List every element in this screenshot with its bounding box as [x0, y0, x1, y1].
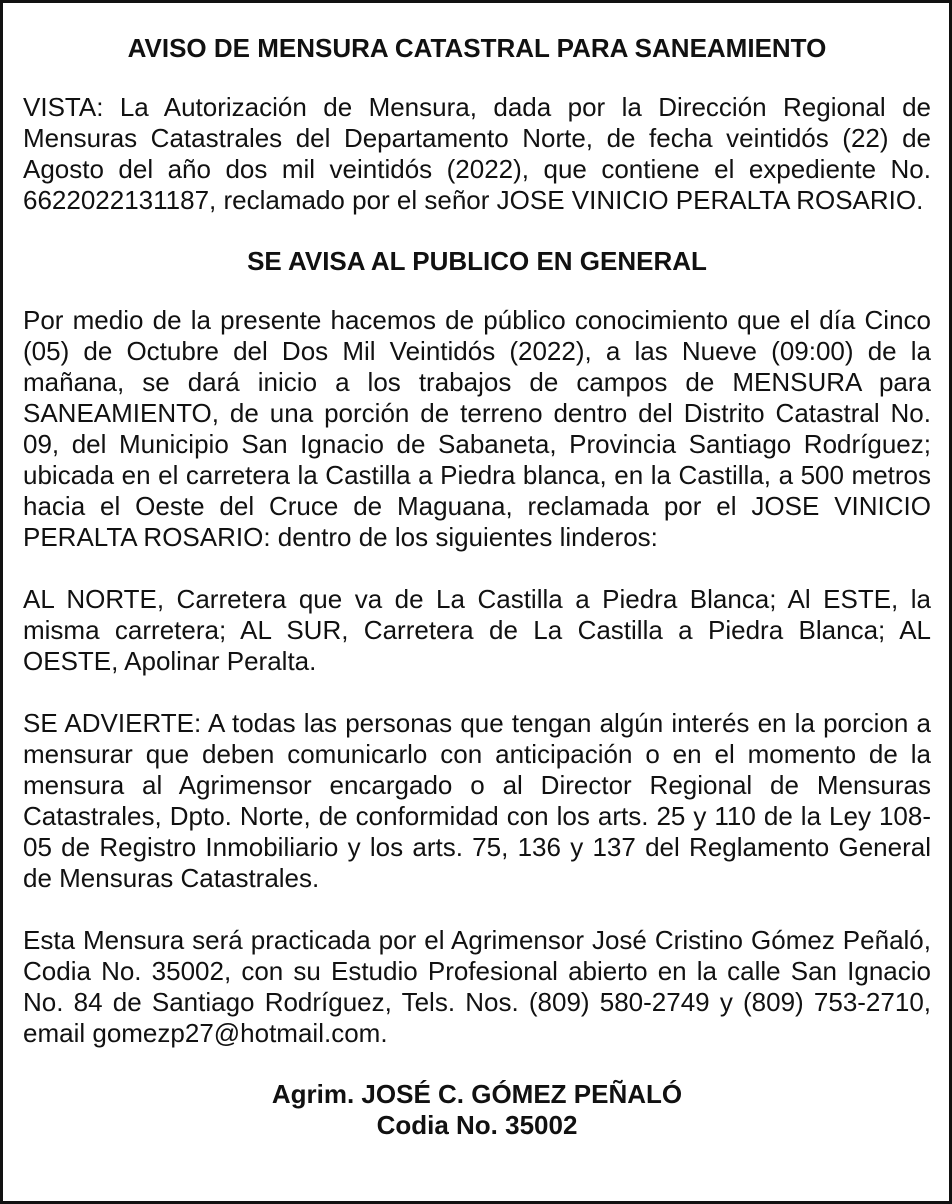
main-paragraph: Por medio de la presente hacemos de público conocimiento que el día Cinco (05) de Octubre del Dos Mil Veintidós (2022), a las Nueve (09:00) de la mañana, se dará inicio a los trabajos de campos de MENSURA para SANEAMIENTO, de una porción de terreno dentro del Distrito Catastral No. 09, del Municipio San Ignacio de Sabaneta, Provincia Santiago Rodríguez; ubicada en el carretera la Castilla a Piedra blanca, en la Castilla, a 500 metros hacia el Oeste del Cruce de Maguana, reclamada por el JOSE VINICIO PERALTA ROSARIO: dentro de los siguientes linderos: [23, 305, 931, 552]
signature-name: Agrim. JOSÉ C. GÓMEZ PEÑALÓ [271, 1079, 683, 1109]
boundaries-paragraph: AL NORTE, Carretera que va de La Castilla a Piedra Blanca; Al ESTE, la misma carretera; AL SUR, Carretera de La Castilla a Piedra Blanca; AL OESTE, Apolinar Peralta. [23, 584, 931, 676]
warning-paragraph: SE ADVIERTE: A todas las personas que tengan algún interés en la porcion a mensurar que deben comunicarlo con anticipación o en el momento de la mensura al Agrimensor encargado o al Director Regional de Mensuras Catastrales, Dpto. Norte, de conformidad con los arts. 25 y 110 de la Ley 108-05 de Registro Inmobiliario y los arts. 75, 136 y 137 del Reglamento General de Mensuras Catastrales. [23, 708, 931, 893]
public-notice-heading: SE AVISA AL PUBLICO EN GENERAL [247, 246, 707, 276]
surveyor-paragraph: Esta Mensura será practicada por el Agrimensor José Cristino Gómez Peñaló, Codia No. 35002, con su Estudio Profesional abierto en la calle San Ignacio No. 84 de Santiago Rodríguez, Tels. Nos. (809) 580-2749 y (809) 753-2710, email gomezp27@hotmail.com. [23, 925, 931, 1048]
signature-codia: Codia No. 35002 [376, 1110, 578, 1140]
notice-title: AVISO DE MENSURA CATASTRAL PARA SANEAMIENTO [127, 33, 827, 63]
vista-paragraph: VISTA: La Autorización de Mensura, dada por la Dirección Regional de Mensuras Catastrales del Departamento Norte, de fecha veintidós (22) de Agosto del año dos mil veintidós (2022), que contiene el expediente No. 6622022131187, reclamado por el señor JOSE VINICIO PERALTA ROSARIO. [23, 92, 931, 215]
signature-block [23, 1079, 931, 1141]
